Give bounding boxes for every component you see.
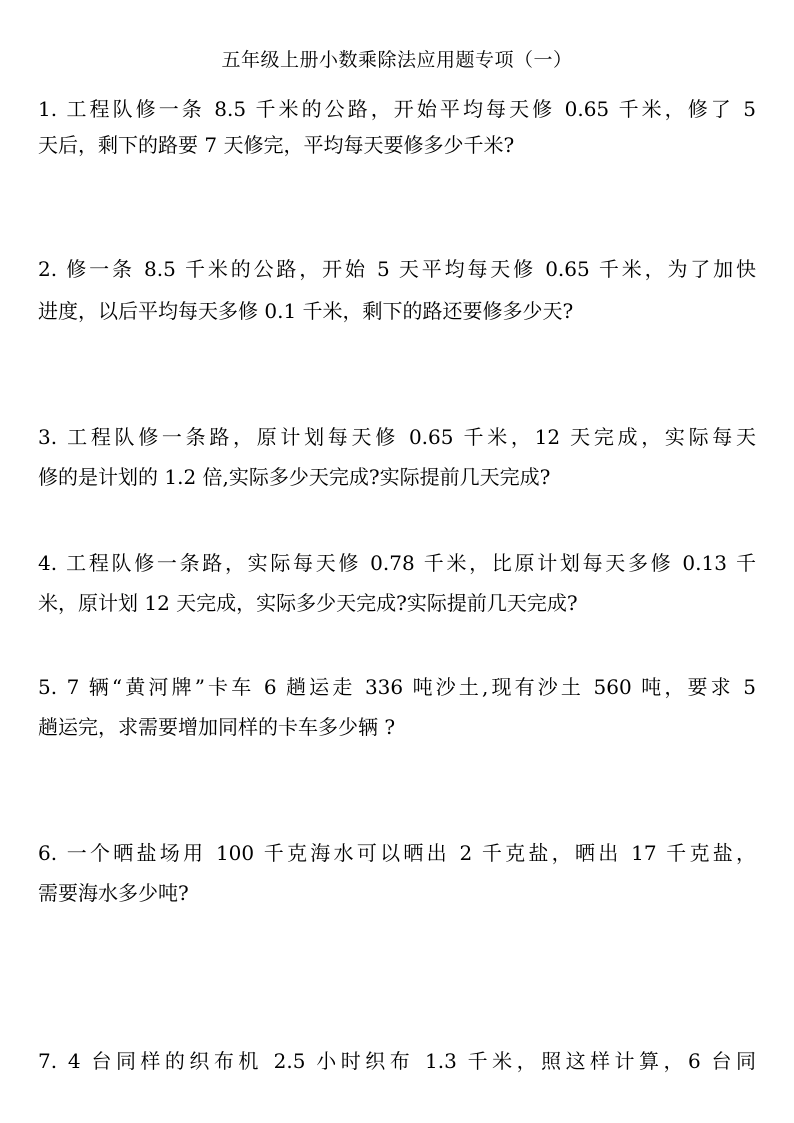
problem-7-line-1: 7. 4 台同样的织布机 2.5 小时织布 1.3 千米，照这样计算，6 台同	[38, 1049, 756, 1073]
problem-1-line-2: 天后，剩下的路要 7 天修完，平均每天要修多少千米?	[38, 133, 515, 157]
problem-3-line-2: 修的是计划的 1.2 倍,实际多少天完成?实际提前几天完成?	[38, 465, 551, 489]
problem-1-line-1: 1. 工程队修一条 8.5 千米的公路，开始平均每天修 0.65 千米，修了 5	[38, 97, 756, 121]
problem-6-line-1: 6. 一个晒盐场用 100 千克海水可以晒出 2 千克盐，晒出 17 千克盐，	[38, 841, 756, 865]
problem-2-line-2: 进度，以后平均每天多修 0.1 千米，剩下的路还要修多少天?	[38, 299, 574, 323]
problem-6-line-2: 需要海水多少吨?	[38, 881, 189, 905]
page-title: 五年级上册小数乘除法应用题专项（一）	[221, 49, 573, 71]
problem-5-line-1: 5. 7 辆“黄河牌”卡车 6 趟运走 336 吨沙土,现有沙土 560 吨，要求 5	[38, 675, 756, 699]
problem-4-line-1: 4. 工程队修一条路，实际每天修 0.78 千米，比原计划每天多修 0.13 千	[38, 551, 756, 575]
problem-3-line-1: 3. 工程队修一条路，原计划每天修 0.65 千米，12 天完成，实际每天	[38, 425, 756, 449]
problem-2-line-1: 2. 修一条 8.5 千米的公路，开始 5 天平均每天修 0.65 千米，为了加快	[38, 257, 756, 281]
problem-4-line-2: 米，原计划 12 天完成，实际多少天完成?实际提前几天完成?	[38, 591, 578, 615]
problem-5-line-2: 趟运完，求需要增加同样的卡车多少辆 ?	[38, 715, 396, 739]
